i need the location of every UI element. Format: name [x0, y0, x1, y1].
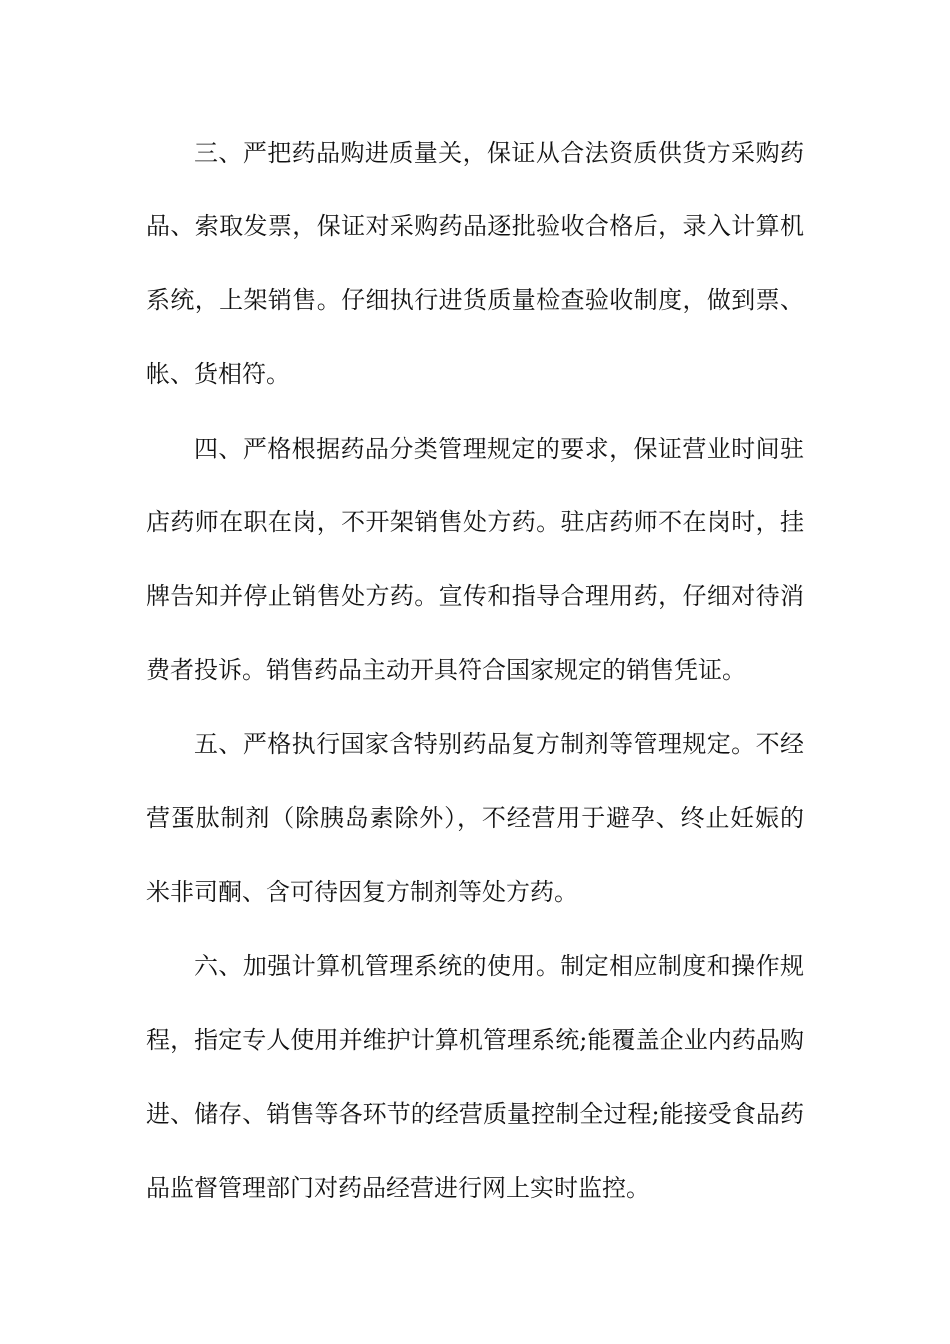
- paragraph-3-line-4: 帐、货相符。: [146, 360, 290, 388]
- paragraph-3-line-1: 三、严把药品购进质量关，保证从合法资质供货方采购药: [194, 139, 804, 167]
- paragraph-6-line-1: 六、加强计算机管理系统的使用。制定相应制度和操作规: [194, 952, 804, 980]
- paragraph-6-line-4: 品监督管理部门对药品经营进行网上实时监控。: [146, 1174, 650, 1202]
- paragraph-4-line-1: 四、严格根据药品分类管理规定的要求，保证营业时间驻: [194, 435, 804, 463]
- paragraph-6-line-3: 进、储存、销售等各环节的经营质量控制全过程;能接受食品药: [146, 1100, 804, 1128]
- paragraph-4-line-4: 费者投诉。销售药品主动开具符合国家规定的销售凭证。: [146, 656, 746, 684]
- paragraph-5-line-1: 五、严格执行国家含特别药品复方制剂等管理规定。不经: [194, 730, 804, 758]
- paragraph-5-line-2: 营蛋肽制剂（除胰岛素除外），不经营用于避孕、终止妊娠的: [146, 804, 804, 832]
- paragraph-3-line-2: 品、索取发票，保证对采购药品逐批验收合格后，录入计算机: [146, 212, 804, 240]
- paragraph-4-line-2: 店药师在职在岗，不开架销售处方药。驻店药师不在岗时，挂: [146, 508, 804, 536]
- paragraph-6-line-2: 程，指定专人使用并维护计算机管理系统;能覆盖企业内药品购: [146, 1026, 804, 1054]
- paragraph-4-line-3: 牌告知并停止销售处方药。宣传和指导合理用药，仔细对待消: [146, 582, 804, 610]
- paragraph-3-line-3: 系统，上架销售。仔细执行进货质量检查验收制度，做到票、: [146, 286, 804, 314]
- paragraph-5-line-3: 米非司酮、含可待因复方制剂等处方药。: [146, 878, 578, 906]
